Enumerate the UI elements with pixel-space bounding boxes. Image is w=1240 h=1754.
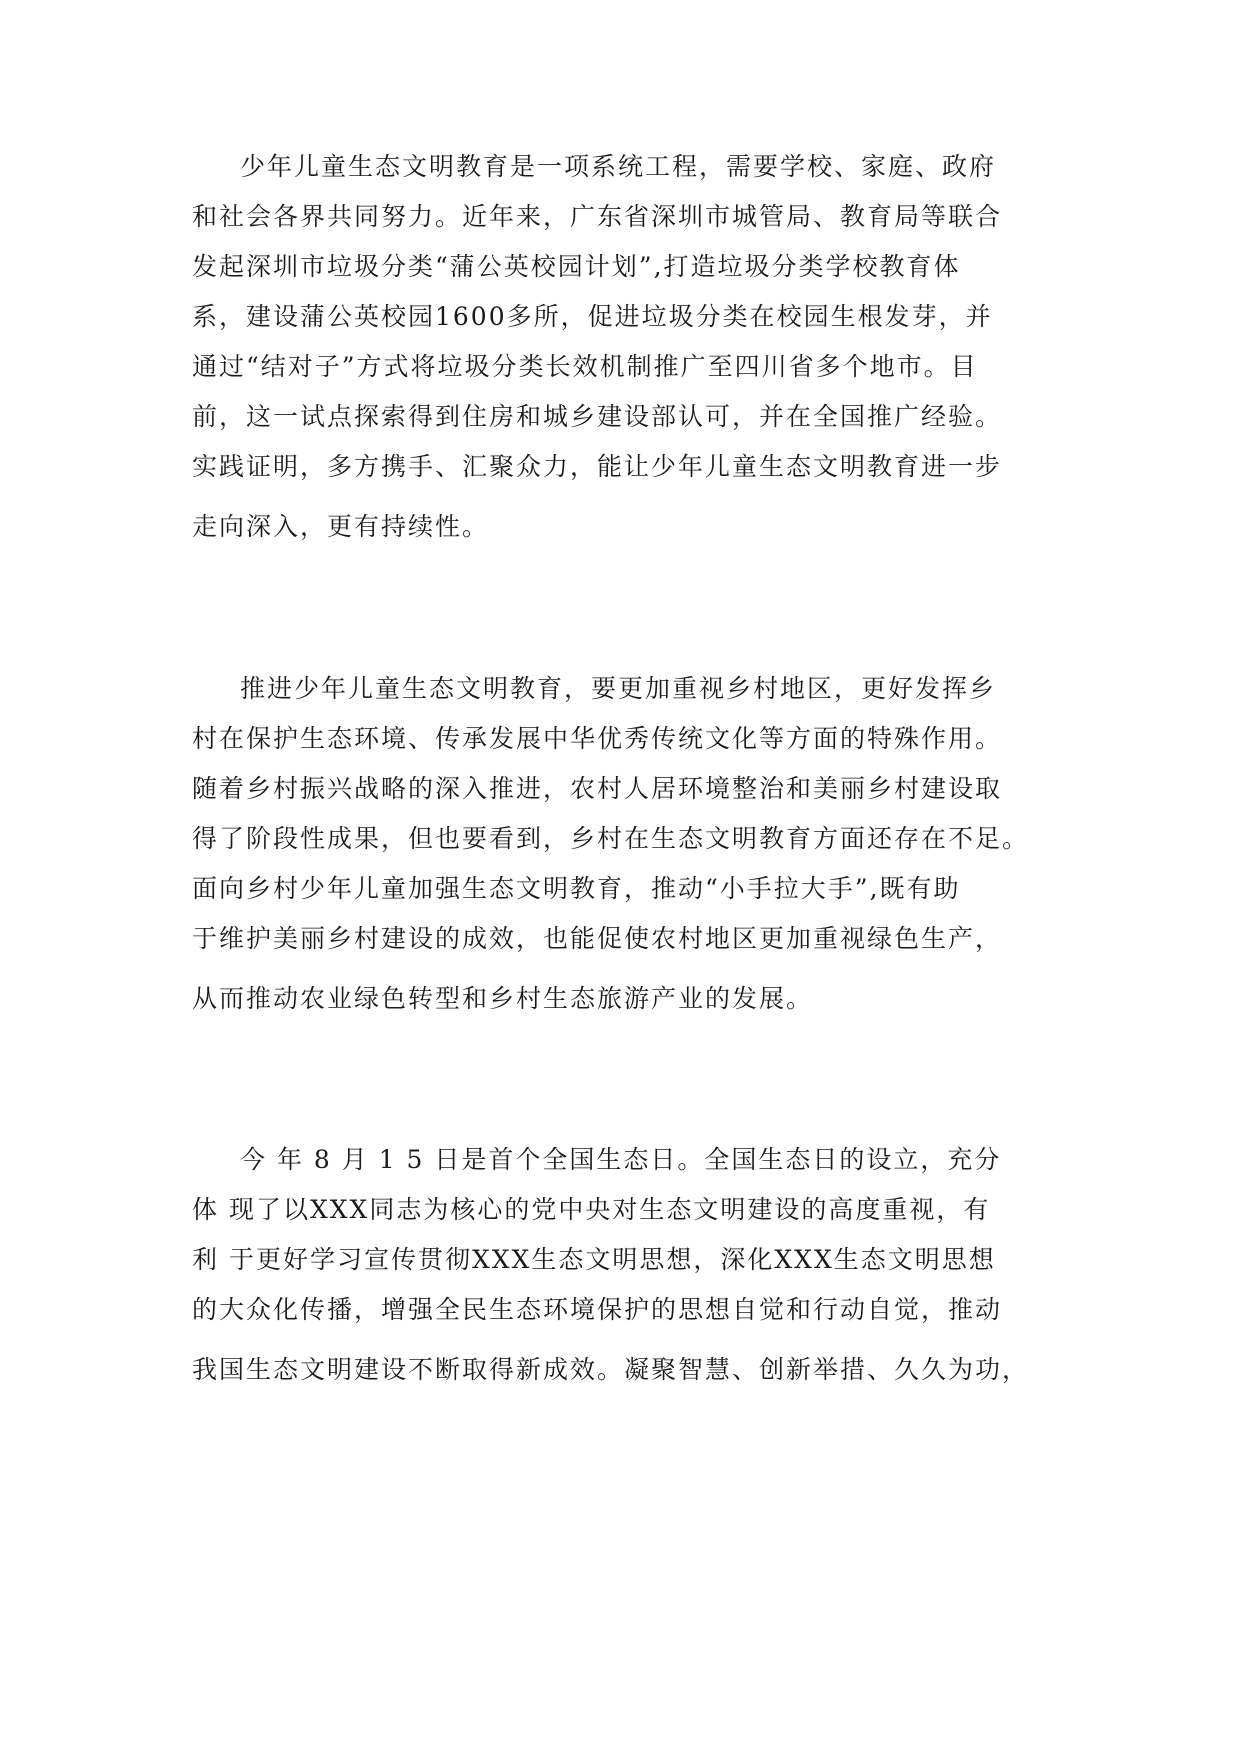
paragraph-1-line-8: 走向深入，更有持续性。 <box>192 512 490 541</box>
paragraph-3-line-2: 体 现了以XXX同志为核心的党中央对生态文明建设的高度重视，有 <box>192 1195 991 1224</box>
paragraph-3-line-3: 利 于更好学习宣传贯彻XXX生态文明思想，深化XXX生态文明思想 <box>192 1245 996 1274</box>
paragraph-2-line-5: 面向乡村少年儿童加强生态文明教育，推动“小手拉大手”,既有助 <box>192 874 961 903</box>
paragraph-1-line-4: 系，建设蒲公英校园1600多所，促进垃圾分类在校园生根发芽，并 <box>192 302 993 331</box>
paragraph-2-line-4: 得了阶段性成果，但也要看到，乡村在生态文明教育方面还存在不足。 <box>192 824 1030 853</box>
paragraph-2-line-1: 推进少年儿童生态文明教育，要更加重视乡村地区，更好发挥乡 <box>240 674 997 703</box>
paragraph-2-line-2: 村在保护生态环境、传承发展中华优秀传统文化等方面的特殊作用。 <box>192 724 1003 753</box>
paragraph-2-line-3: 随着乡村振兴战略的深入推进，农村人居环境整治和美丽乡村建设取 <box>192 774 1003 803</box>
paragraph-1-line-3: 发起深圳市垃圾分类“蒲公英校园计划”,打造垃圾分类学校教育体 <box>192 252 961 281</box>
paragraph-3-line-4: 的大众化传播，增强全民生态环境保护的思想自觉和行动自觉，推动 <box>192 1295 1003 1324</box>
paragraph-1-line-1: 少年儿童生态文明教育是一项系统工程，需要学校、家庭、政府 <box>240 152 997 181</box>
paragraph-2-line-6: 于维护美丽乡村建设的成效，也能促使农村地区更加重视绿色生产， <box>192 924 1003 953</box>
paragraph-3-line-1: 今 年 8 月 1 5 日是首个全国生态日。全国生态日的设立，充分 <box>240 1145 1002 1174</box>
paragraph-3-line-5: 我国生态文明建设不断取得新成效。凝聚智慧、创新举措、久久为功， <box>192 1355 1030 1384</box>
paragraph-1-line-2: 和社会各界共同努力。近年来，广东省深圳市城管局、教育局等联合 <box>192 202 1003 231</box>
paragraph-2-line-7: 从而推动农业绿色转型和乡村生态旅游产业的发展。 <box>192 984 814 1013</box>
paragraph-1-line-5: 通过“结对子”方式将垃圾分类长效机制推广至四川省多个地市。目 <box>192 352 978 381</box>
paragraph-1-line-6: 前，这一试点探索得到住房和城乡建设部认可，并在全国推广经验。 <box>192 402 1003 431</box>
paragraph-1-line-7: 实践证明，多方携手、汇聚众力，能让少年儿童生态文明教育进一步 <box>192 452 1003 481</box>
